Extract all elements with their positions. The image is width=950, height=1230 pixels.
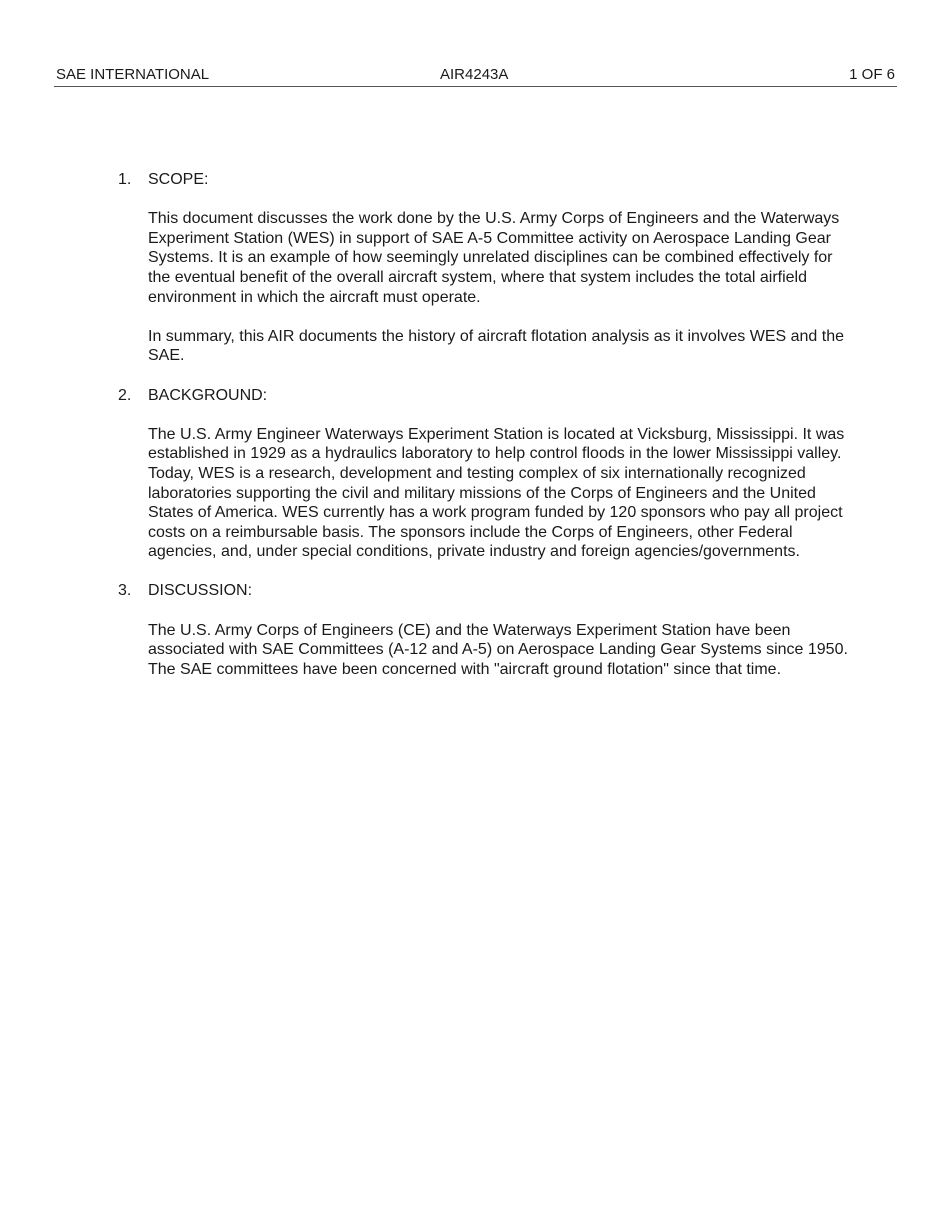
section-heading [118,581,858,601]
paragraph: The U.S. Army Engineer Waterways Experiment Station is located at Vicksburg, Mississippi. It was established in 1929 as a hydraulics laboratory to help control floods in the lower Mississippi valley. Today, WES is a research, development and testing complex of six internationally recognized laboratories supporting the civil and military missions of the Corps of Engineers and the United States of America. WES currently has a work program funded by 120 sponsors who pay all project costs on a reimbursable basis. The sponsors include the Corps of Engineers, other Federal agencies, and, under special conditions, private industry and foreign agencies/governments. [148,425,845,561]
paragraph: The U.S. Army Corps of Engineers (CE) and the Waterways Experiment Station have been associated with SAE Committees (A-12 and A-5) on Aerospace Landing Gear Systems since 1950. The SAE committees have been concerned with "aircraft ground flotation" since that time. [148,621,848,678]
document-body [118,170,858,699]
section-heading [118,170,858,190]
section-background [118,386,858,562]
section-title: BACKGROUND: [148,386,268,404]
header-document-number: AIR4243A [440,66,509,83]
section-title: SCOPE: [148,171,209,188]
page-header [54,66,897,87]
header-organization: SAE INTERNATIONAL [56,66,210,83]
section-discussion [118,581,858,679]
paragraph: In summary, this AIR documents the history of aircraft flotation analysis as it involves WES and the SAE. [148,327,844,365]
section-scope [118,170,858,366]
section-number: 3. [118,582,132,600]
header-page-number: 1 OF 6 [849,66,895,83]
section-number: 2. [118,386,132,404]
paragraph: This document discusses the work done by the U.S. Army Corps of Engineers and the Waterways Experiment Station (WES) in support of SAE A-5 Committee activity on Aerospace Landing Gear Systems. It is an example of how seemingly unrelated disciplines can be combined effectively for the eventual benefit of the overall aircraft system, where that system includes the total airfield environment in which the aircraft must operate. [148,210,840,306]
section-heading [118,386,858,406]
section-number: 1. [118,171,132,188]
section-title: DISCUSSION: [148,582,253,600]
